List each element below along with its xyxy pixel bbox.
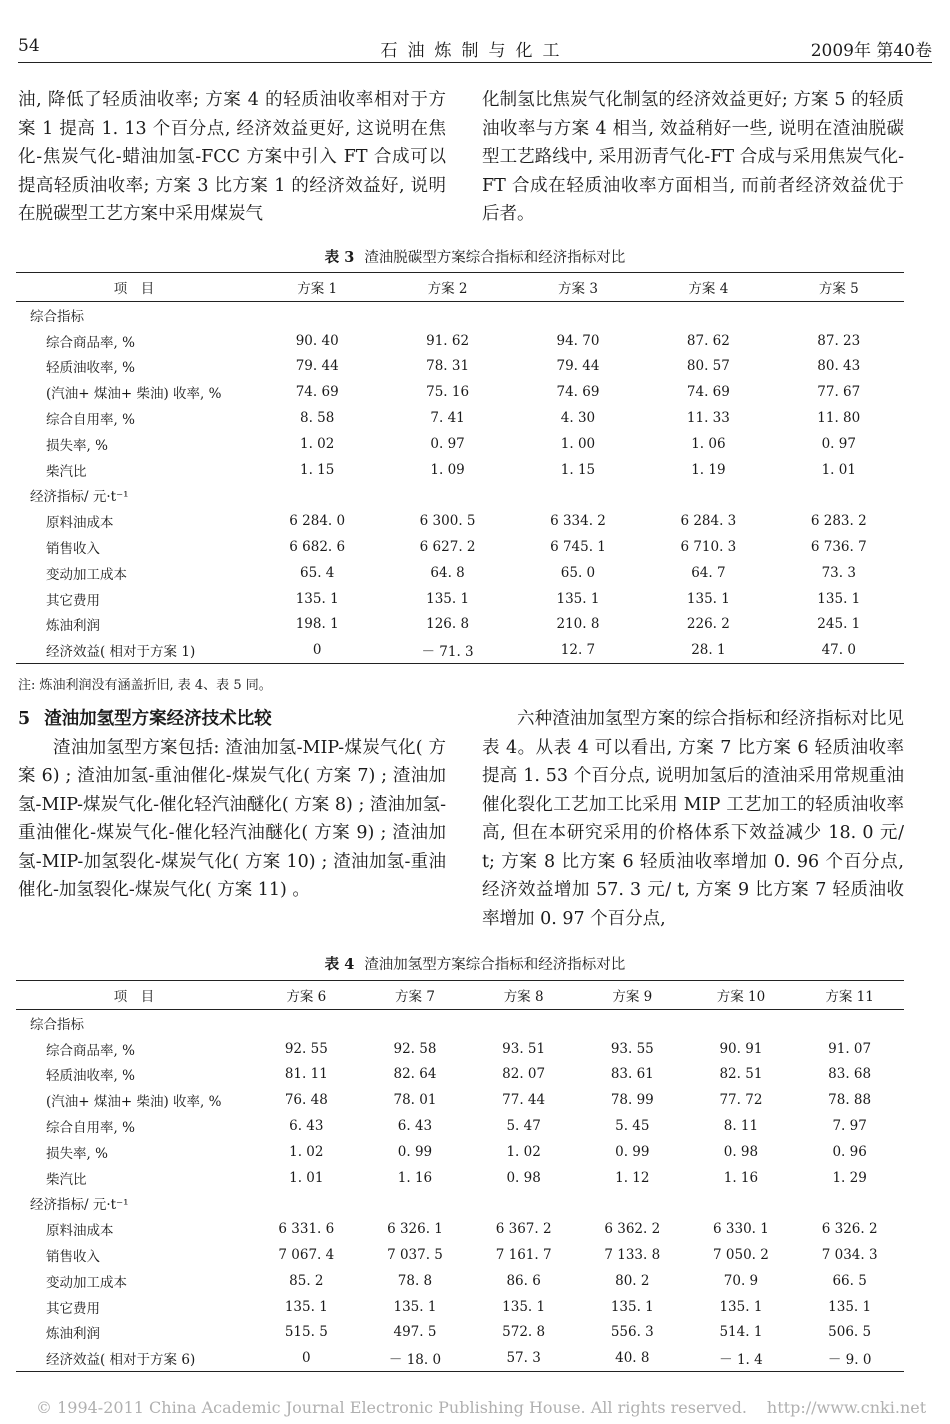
table-cell: 57. 3 [469, 1345, 578, 1371]
table-cell: 6 331. 6 [278, 1221, 335, 1238]
table-cell: 515. 5 [284, 1324, 328, 1341]
table-cell: 6 362. 2 [604, 1221, 661, 1238]
table-cell: 6 284. 3 [680, 513, 737, 530]
row-label: 销售收入 [46, 1249, 100, 1266]
column-header-scheme: 方案 8 [469, 981, 578, 1010]
table-cell [578, 1191, 687, 1217]
table-cell: 86. 6 [506, 1272, 541, 1289]
table-cell [252, 302, 382, 328]
table-cell: 210. 8 [556, 616, 600, 633]
table-cell: 135. 1 [393, 1298, 437, 1315]
table-cell: 28. 1 [643, 637, 773, 663]
table-cell: 92. 58 [393, 1040, 437, 1057]
table-cell [643, 483, 773, 509]
table4 [16, 980, 904, 1372]
table-cell: 1. 02 [506, 1143, 541, 1160]
column-header-item: 项 目 [16, 981, 252, 1010]
table-cell: 6 682. 6 [289, 539, 346, 556]
table-cell: 40. 8 [578, 1345, 687, 1371]
table-cell: 78. 88 [828, 1092, 872, 1109]
table-row [16, 534, 904, 560]
table-cell: 135. 1 [295, 590, 339, 607]
column-header-scheme: 方案 6 [252, 981, 361, 1010]
table-cell: 1. 15 [560, 461, 596, 478]
table-cell: 497. 5 [393, 1324, 437, 1341]
column-header-scheme: 方案 2 [382, 273, 512, 302]
column-header-scheme: 方案 9 [578, 981, 687, 1010]
row-label: 柴汽比 [46, 463, 87, 480]
table-cell: 87. 62 [686, 332, 730, 349]
table-cell: 6 326. 1 [387, 1221, 443, 1238]
table3-title: 渣油脱碳型方案综合指标和经济指标对比 [364, 250, 626, 266]
table-cell: 6 330. 1 [713, 1221, 769, 1238]
row-label: 综合指标 [30, 1016, 84, 1033]
table-cell: 1. 16 [397, 1169, 433, 1186]
table-cell: 6 283. 2 [810, 513, 867, 530]
row-label: 经济效益( 相对于方案 6) [16, 1345, 252, 1371]
table-cell: 1. 09 [430, 461, 465, 478]
table-cell: 7 034. 3 [821, 1247, 878, 1264]
row-label: 其它费用 [46, 592, 100, 609]
table-cell: 76. 48 [284, 1092, 328, 1109]
journal-name: 石油炼制与化工 [380, 41, 570, 61]
table-cell: 64. 7 [691, 564, 726, 581]
table-row [16, 431, 904, 457]
table-row [16, 1268, 904, 1294]
row-label: 经济指标/ 元·t⁻¹ [30, 1197, 129, 1214]
table-row [16, 328, 904, 354]
table-cell: 6 627. 2 [419, 539, 476, 556]
table-cell [469, 1191, 578, 1217]
row-label: 轻质油收率, % [46, 1068, 135, 1085]
table-row [16, 560, 904, 586]
column-header-scheme: 方案 1 [252, 273, 382, 302]
table3-label: 表 3 [324, 249, 355, 266]
table-cell: 6. 43 [289, 1118, 324, 1135]
running-header [18, 36, 932, 63]
table-cell: 556. 3 [610, 1324, 654, 1341]
table-cell: 135. 1 [426, 590, 470, 607]
table-row [16, 379, 904, 405]
table-note: 注: 炼油利润没有涵盖折旧, 表 4、表 5 同。 [18, 678, 272, 693]
row-label: 经济指标/ 元·t⁻¹ [30, 489, 129, 506]
table-header-row [16, 273, 904, 302]
table-row [16, 1320, 904, 1346]
table-cell: 7. 97 [832, 1118, 867, 1135]
table-cell: 64. 8 [430, 564, 465, 581]
body-paragraph: 渣油加氢型方案包括: 渣油加氢-MIP-煤炭气化( 方案 6) ; 渣油加氢-重油催化-煤炭气化( 方案 7) ; 渣油加氢-MIP-煤炭气化-催化轻汽油醚化( 方案 8) ; 渣油加氢-重油催化-煤炭气化-催化轻汽油醚化( 方案 9) ; 渣油加氢-MIP-加氢裂化-煤炭气化( 方案 10) ; 渣油加氢-重油催化-加氢裂化-煤炭气化( 方案 11) 。 [18, 737, 446, 900]
column-header-scheme: 方案 10 [687, 981, 796, 1010]
row-label: (汽油+ 煤油+ 柴油) 收率, % [46, 1094, 222, 1111]
table-cell: 572. 8 [502, 1324, 546, 1341]
table-cell [687, 1010, 796, 1036]
table-cell [795, 1191, 904, 1217]
table-cell: 80. 2 [615, 1272, 650, 1289]
row-label: 综合商品率, % [46, 334, 135, 351]
table-cell: 0. 97 [430, 435, 465, 452]
table-cell: 1. 01 [289, 1169, 324, 1186]
table-cell: 135. 1 [556, 590, 600, 607]
row-label: 柴汽比 [46, 1171, 87, 1188]
table-cell: 1. 15 [300, 461, 335, 478]
table-row [16, 1294, 904, 1320]
section5-right-column [482, 705, 904, 933]
section-heading [18, 705, 446, 734]
row-label: 综合自用率, % [46, 412, 135, 429]
row-label: 综合商品率, % [46, 1042, 135, 1059]
body-paragraph: 油, 降低了轻质油收率; 方案 4 的轻质油收率相对于方案 1 提高 1. 13 个百分点, 经济效益更好, 这说明在焦化-焦炭气化-蜡油加氢-FCC 方案中引入 FT 合成可以提高轻质油收率; 方案 3 比方案 1 的经济效益好, 说明在脱碳型工艺方案中采用煤炭气 [18, 90, 446, 224]
table-cell: 1. 29 [832, 1169, 867, 1186]
table-cell: 0 [252, 637, 382, 663]
row-label: 原料油成本 [46, 515, 114, 532]
table-cell [513, 302, 643, 328]
table-row [16, 586, 904, 612]
table3-caption [0, 246, 950, 267]
table-row [16, 1139, 904, 1165]
table-cell: 198. 1 [295, 616, 339, 633]
table-cell [774, 302, 904, 328]
table-cell: 1. 01 [821, 461, 856, 478]
table-cell: 6 367. 2 [495, 1221, 552, 1238]
table-cell: 226. 2 [686, 616, 730, 633]
column-header-scheme: 方案 3 [513, 273, 643, 302]
section-title: 渣油加氢型方案经济技术比较 [44, 709, 272, 729]
table-cell: 7 037. 5 [387, 1247, 443, 1264]
table-cell: 1. 02 [289, 1143, 324, 1160]
table-cell: 6 284. 0 [289, 513, 346, 530]
table-row [16, 483, 904, 509]
table-cell: 11. 80 [817, 410, 861, 427]
table-cell: 0. 99 [615, 1143, 650, 1160]
table-cell: － 9. 0 [795, 1345, 904, 1371]
table-cell [252, 1010, 361, 1036]
table-cell: 245. 1 [817, 616, 861, 633]
table-cell: 6 745. 1 [550, 539, 606, 556]
row-label: 综合自用率, % [46, 1120, 135, 1137]
table-cell: 91. 62 [426, 332, 470, 349]
table4-title: 渣油加氢型方案综合指标和经济指标对比 [364, 957, 626, 973]
table-cell: 4. 30 [560, 410, 596, 427]
column-header-scheme: 方案 5 [774, 273, 904, 302]
column-header-scheme: 方案 7 [361, 981, 470, 1010]
table-cell: 66. 5 [832, 1272, 867, 1289]
table-cell: 7 050. 2 [713, 1247, 769, 1264]
table-cell: 1. 19 [691, 461, 726, 478]
table-cell: 1. 06 [691, 435, 726, 452]
row-label: 炼油利润 [46, 1326, 100, 1343]
copyright-text: © 1994-2011 China Academic Journal Electronic Publishing House. All rights reserved. [36, 1398, 747, 1417]
table-cell: 92. 55 [284, 1040, 328, 1057]
table-cell [361, 1010, 470, 1036]
table-cell: 135. 1 [817, 590, 861, 607]
table-cell: 7 067. 4 [278, 1247, 335, 1264]
table-cell: 135. 1 [719, 1298, 763, 1315]
table-cell: 126. 8 [426, 616, 470, 633]
section-number: 5 [18, 709, 31, 729]
table-cell: 77. 44 [502, 1092, 546, 1109]
table-cell: 506. 5 [828, 1324, 872, 1341]
table-cell [382, 483, 512, 509]
table-cell: 65. 0 [560, 564, 596, 581]
table-cell: 1. 12 [615, 1169, 650, 1186]
table-cell: 0 [252, 1345, 361, 1371]
table-cell [513, 483, 643, 509]
table-cell: － 1. 4 [687, 1345, 796, 1371]
table-cell [578, 1010, 687, 1036]
table-cell [252, 483, 382, 509]
table-cell: 80. 57 [686, 358, 730, 375]
row-label: 变动加工成本 [46, 566, 127, 583]
table-cell: 82. 51 [719, 1066, 763, 1083]
table-cell: 85. 2 [289, 1272, 324, 1289]
table-cell: 93. 51 [502, 1040, 546, 1057]
table-cell: 73. 3 [821, 564, 856, 581]
table-cell [252, 1191, 361, 1217]
table-cell: 79. 44 [556, 358, 600, 375]
table-row [16, 405, 904, 431]
table-cell: － 18. 0 [361, 1345, 470, 1371]
table-cell: 0. 97 [821, 435, 856, 452]
table-cell: 0. 98 [506, 1169, 541, 1186]
table-cell: 8. 11 [723, 1118, 759, 1135]
table-cell: 7 133. 8 [604, 1247, 661, 1264]
table-row [16, 1345, 904, 1371]
table-row [16, 1062, 904, 1088]
table-cell: 0. 96 [832, 1143, 867, 1160]
top-left-column [18, 86, 446, 229]
table-cell: 74. 69 [686, 384, 730, 401]
table-cell: 82. 07 [502, 1066, 546, 1083]
table-row [16, 1113, 904, 1139]
table-cell: 77. 67 [817, 384, 861, 401]
table-cell: 78. 99 [610, 1092, 654, 1109]
table-cell: 78. 01 [393, 1092, 437, 1109]
row-label: 其它费用 [46, 1300, 100, 1317]
table-cell: 11. 33 [686, 410, 730, 427]
table-cell: 93. 55 [610, 1040, 654, 1057]
table-cell: 78. 31 [426, 358, 470, 375]
page-number: 54 [18, 36, 40, 56]
top-right-column [482, 86, 904, 229]
table-cell: 0. 99 [397, 1143, 433, 1160]
table-cell: 94. 70 [556, 332, 600, 349]
table-cell: 74. 69 [295, 384, 339, 401]
table-row [16, 1036, 904, 1062]
row-label: 轻质油收率, % [46, 360, 135, 377]
table-cell: 70. 9 [723, 1272, 759, 1289]
row-label: 损失率, % [46, 437, 108, 454]
table-cell: 6 300. 5 [419, 513, 476, 530]
table-cell: 6 326. 2 [821, 1221, 878, 1238]
row-label: 损失率, % [46, 1145, 108, 1162]
table-cell: 79. 44 [295, 358, 339, 375]
table-row [16, 1010, 904, 1036]
row-label: 炼油利润 [46, 618, 100, 635]
row-label: (汽油+ 煤油+ 柴油) 收率, % [46, 386, 222, 403]
table-cell: 1. 16 [723, 1169, 759, 1186]
table-row [16, 1242, 904, 1268]
column-header-scheme: 方案 11 [795, 981, 904, 1010]
row-label: 经济效益( 相对于方案 1) [16, 637, 252, 663]
section5-left-column [18, 705, 446, 905]
table-cell: 83. 61 [610, 1066, 654, 1083]
table-cell: 87. 23 [817, 332, 861, 349]
table-cell: 7. 41 [430, 410, 465, 427]
volume-info: 2009年 第40卷 [810, 41, 932, 61]
table-cell: － 71. 3 [382, 637, 512, 663]
table-cell: 5. 47 [506, 1118, 541, 1135]
table-cell [469, 1010, 578, 1036]
table-cell: 8. 58 [300, 410, 335, 427]
table-cell [774, 483, 904, 509]
table-cell: 1. 00 [560, 435, 596, 452]
table-cell: 65. 4 [300, 564, 335, 581]
table-cell: 78. 8 [397, 1272, 433, 1289]
table-row [16, 637, 904, 663]
table-header-row [16, 981, 904, 1010]
table-cell [795, 1010, 904, 1036]
table-row [16, 1087, 904, 1113]
body-paragraph: 六种渣油加氢型方案的综合指标和经济指标对比见表 4。从表 4 可以看出, 方案 7 比方案 6 轻质油收率提高 1. 53 个百分点, 说明加氢后的渣油采用常规重油催化裂化工艺加工比采用 MIP 工艺加工的轻质油收率高, 但在本研究采用的价格体系下效益减少 18. 0 元/ t; 方案 8 比方案 6 轻质油收率增加 0. 96 个百分点, 经济效益增加 57. 3 元/ t, 方案 9 比方案 7 轻质油收率增加 0. 97 个百分点, [482, 709, 904, 929]
column-header-scheme: 方案 4 [643, 273, 773, 302]
row-label: 综合指标 [30, 308, 84, 325]
table-cell: 6. 43 [397, 1118, 433, 1135]
table3 [16, 272, 904, 664]
table-cell: 90. 91 [719, 1040, 763, 1057]
table-cell: 135. 1 [284, 1298, 328, 1315]
table4-label: 表 4 [324, 956, 355, 973]
row-label: 原料油成本 [46, 1223, 114, 1240]
table-cell: 0. 98 [723, 1143, 759, 1160]
table-cell: 135. 1 [610, 1298, 654, 1315]
table-cell: 74. 69 [556, 384, 600, 401]
table-cell: 1. 02 [300, 435, 335, 452]
table-cell: 77. 72 [719, 1092, 763, 1109]
table-cell [643, 302, 773, 328]
table-cell: 6 710. 3 [680, 539, 737, 556]
table-row [16, 1165, 904, 1191]
table4-caption [0, 953, 950, 974]
table-cell: 75. 16 [426, 384, 470, 401]
source-url: http://www.cnki.net [766, 1398, 927, 1417]
table-row [16, 508, 904, 534]
table-row [16, 354, 904, 380]
row-label: 销售收入 [46, 541, 100, 558]
column-header-item: 项 目 [16, 273, 252, 302]
table-cell: 12. 7 [513, 637, 643, 663]
table-cell: 6 736. 7 [810, 539, 867, 556]
table-cell: 135. 1 [502, 1298, 546, 1315]
table-cell: 91. 07 [828, 1040, 872, 1057]
table-cell [687, 1191, 796, 1217]
table-cell: 135. 1 [828, 1298, 872, 1315]
table-row [16, 1191, 904, 1217]
table-cell: 80. 43 [817, 358, 861, 375]
table-cell: 135. 1 [686, 590, 730, 607]
table-cell [361, 1191, 470, 1217]
table-row [16, 302, 904, 328]
table-cell: 514. 1 [719, 1324, 763, 1341]
table-cell: 90. 40 [295, 332, 339, 349]
table-row [16, 612, 904, 638]
table-row [16, 457, 904, 483]
table-cell: 47. 0 [774, 637, 904, 663]
table-cell: 6 334. 2 [550, 513, 606, 530]
body-paragraph: 化制氢比焦炭气化制氢的经济效益更好; 方案 5 的轻质油收率与方案 4 相当, 效益稍好一些, 说明在渣油脱碳型工艺路线中, 采用沥青气化-FT 合成与采用焦炭气化-FT 合成在轻质油收率方面相当, 而前者经济效益优于后者。 [482, 90, 904, 224]
copyright-footer [36, 1398, 926, 1417]
table-cell [382, 302, 512, 328]
table-row [16, 1216, 904, 1242]
table-cell: 81. 11 [284, 1066, 328, 1083]
table-cell: 5. 45 [615, 1118, 650, 1135]
row-label: 变动加工成本 [46, 1274, 127, 1291]
table-cell: 7 161. 7 [495, 1247, 552, 1264]
table-cell: 83. 68 [828, 1066, 872, 1083]
table-cell: 82. 64 [393, 1066, 437, 1083]
